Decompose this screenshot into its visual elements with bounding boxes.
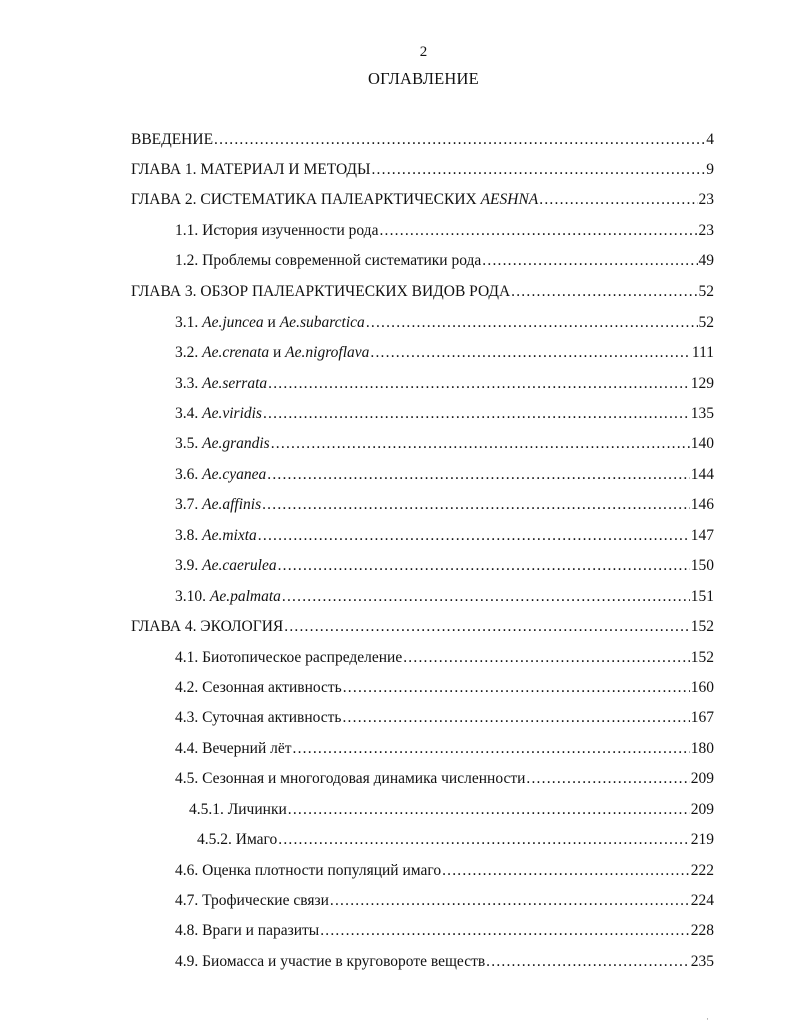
toc-entry-title xyxy=(131,190,538,210)
toc-entry-title xyxy=(175,313,365,333)
toc-entry-title-text: 3.4. xyxy=(175,405,203,422)
toc-entry-page: 111 xyxy=(691,344,714,361)
dot-leader xyxy=(271,434,690,454)
dot-leader xyxy=(278,556,690,576)
toc-entry-page: 49 xyxy=(698,252,714,269)
toc-entry-title-text: 3.9. xyxy=(175,557,203,574)
toc-entry-title-text: и xyxy=(263,314,280,331)
toc-entry-title-text: 4.5.1. Личинки xyxy=(189,801,287,818)
toc-entry-title xyxy=(175,708,341,728)
toc-entry-page: 144 xyxy=(690,466,714,483)
dot-leader xyxy=(278,830,690,850)
toc-entry-page: 4 xyxy=(706,131,714,148)
toc-entry-page: 235 xyxy=(690,953,714,970)
dot-leader xyxy=(258,526,690,546)
toc-entry-page: 140 xyxy=(690,435,714,452)
toc-title: ОГЛАВЛЕНИЕ xyxy=(368,69,479,88)
toc-entry xyxy=(175,887,714,911)
toc-entry-title-text: 4.1. Биотопическое распределение xyxy=(175,649,403,666)
toc-entry-title-italic: Ae.juncea xyxy=(202,314,264,331)
toc-entry xyxy=(175,735,714,759)
toc-entry-title-italic: Ae.viridis xyxy=(202,405,262,422)
toc-entry-title-text: 4.8. Враги и паразиты xyxy=(175,922,320,939)
toc-entry-title xyxy=(175,556,277,576)
toc-entry-title-text: ВВЕДЕНИЕ xyxy=(131,131,214,148)
toc-entry xyxy=(175,765,714,789)
toc-entry-title xyxy=(175,739,292,759)
toc-entry xyxy=(131,156,714,180)
toc-entry-title xyxy=(175,495,261,515)
toc-entry-title xyxy=(175,404,262,424)
toc-entry-page: 129 xyxy=(690,375,714,392)
dot-leader xyxy=(282,587,690,607)
dot-leader xyxy=(288,800,690,820)
toc-entry xyxy=(175,674,714,698)
dot-leader xyxy=(293,739,690,759)
toc-entry-page: 222 xyxy=(690,862,714,879)
toc-entry-title-text: 4.6. Оценка плотности популяций имаго xyxy=(175,862,442,879)
toc-entry xyxy=(175,704,714,728)
toc-entry-title-text: ГЛАВА 2. СИСТЕМАТИКА ПАЛЕАРКТИЧЕСКИХ xyxy=(131,191,481,208)
toc-entry-page: 180 xyxy=(690,740,714,757)
toc-entry-title xyxy=(131,282,510,302)
toc-entry-title-text: 4.9. Биомасса и участие в круговороте веществ xyxy=(175,953,486,970)
toc-entry-title-text: 1.2. Проблемы современной систематики рода xyxy=(175,252,482,269)
toc-entry-title-italic: Ae.affinis xyxy=(202,496,262,513)
toc-entry-page: 167 xyxy=(690,709,714,726)
toc-entry-title xyxy=(197,830,277,850)
dot-leader xyxy=(511,282,697,302)
toc-entry xyxy=(175,461,714,485)
toc-entry-title-italic: Ae.cyanea xyxy=(202,466,267,483)
toc-entry-title xyxy=(175,952,485,972)
toc-entry xyxy=(175,948,714,972)
toc-entry-title-italic: AESHNA xyxy=(480,191,539,208)
toc-entry xyxy=(175,309,714,333)
toc-entry-title xyxy=(175,434,270,454)
toc-entry-title-italic: Ae.mixta xyxy=(202,527,257,544)
toc-entry-page: 228 xyxy=(690,922,714,939)
toc-entry xyxy=(175,430,714,454)
toc-entry-title xyxy=(175,374,267,394)
toc-entry-title xyxy=(175,465,266,485)
toc-entry-title-text: 3.10. xyxy=(175,588,210,605)
dot-leader xyxy=(366,313,698,333)
toc-entry-title xyxy=(175,251,481,271)
dot-leader xyxy=(526,769,689,789)
dot-leader xyxy=(403,648,690,668)
toc-entry-title-italic: Ae.palmata xyxy=(209,588,281,605)
toc-entry-title xyxy=(175,648,402,668)
dot-leader xyxy=(342,708,689,728)
toc-entry-title-text: 3.7. xyxy=(175,496,203,513)
toc-entry-title-italic: Ae.nigroflava xyxy=(285,344,370,361)
toc-entry-title-text: 1.1. История изученности рода xyxy=(175,222,379,239)
toc-entry xyxy=(131,126,714,150)
toc-entry-page: 209 xyxy=(690,801,714,818)
toc-entry-title-text: 4.5.2. Имаго xyxy=(197,831,278,848)
toc-entry-title-text: 3.1. xyxy=(175,314,203,331)
toc-entry xyxy=(175,491,714,515)
toc-entry xyxy=(175,583,714,607)
dot-leader xyxy=(370,343,690,363)
toc-entry-page: 52 xyxy=(698,283,714,300)
toc-entry xyxy=(189,796,714,820)
toc-entry xyxy=(175,644,714,668)
toc-entry xyxy=(175,217,714,241)
toc-entry-page: 146 xyxy=(690,496,714,513)
toc-entry-title-text: 3.6. xyxy=(175,466,203,483)
toc-entry-page: 135 xyxy=(690,405,714,422)
toc-entry-title xyxy=(175,526,257,546)
toc-entry-title xyxy=(175,221,378,241)
dot-leader xyxy=(482,251,697,271)
toc-entry xyxy=(175,339,714,363)
toc-entry-page: 147 xyxy=(690,527,714,544)
toc-entry xyxy=(131,278,714,302)
toc-entry-title-text: 4.7. Трофические связи xyxy=(175,892,329,909)
dot-leader xyxy=(486,952,690,972)
toc-entry-title-text: 4.2. Сезонная активность xyxy=(175,679,342,696)
dot-leader xyxy=(214,130,705,150)
toc-entry xyxy=(175,917,714,941)
dot-leader xyxy=(343,678,690,698)
toc-entry xyxy=(175,522,714,546)
toc-entry-title xyxy=(175,861,441,881)
toc-entry-page: 209 xyxy=(690,770,714,787)
toc-entry-title xyxy=(131,130,213,150)
dot-leader xyxy=(284,617,690,637)
toc-entry-title-italic: Ae.crenata xyxy=(202,344,270,361)
toc-entry-title xyxy=(175,587,281,607)
page-number: 2 xyxy=(419,44,428,60)
dot-leader xyxy=(442,861,690,881)
toc-entry-title-text: 3.2. xyxy=(175,344,203,361)
toc-entry-title-italic: Ae.subarctica xyxy=(279,314,365,331)
toc-entry xyxy=(175,857,714,881)
toc-entry-title xyxy=(175,769,525,789)
toc-entry xyxy=(175,370,714,394)
scan-mark: · xyxy=(706,1014,709,1024)
toc-entry xyxy=(131,186,714,210)
toc-entry-page: 224 xyxy=(690,892,714,909)
dot-leader xyxy=(262,495,690,515)
toc-entry xyxy=(197,826,714,850)
toc-entry-title xyxy=(175,343,369,363)
toc-entry-title xyxy=(175,678,342,698)
toc-entry xyxy=(131,613,714,637)
toc-entry xyxy=(175,552,714,576)
toc-entry-title-text: ГЛАВА 1. МАТЕРИАЛ И МЕТОДЫ xyxy=(131,161,371,178)
toc-entry-page: 23 xyxy=(698,191,714,208)
toc-entry-title-text: 3.5. xyxy=(175,435,203,452)
toc-entry-title xyxy=(175,921,319,941)
toc-entry-page: 160 xyxy=(690,679,714,696)
toc-entry-page: 52 xyxy=(698,314,714,331)
toc-entry-page: 23 xyxy=(698,222,714,239)
toc-entry-title-text: 4.4. Вечерний лёт xyxy=(175,740,292,757)
dot-leader xyxy=(371,160,705,180)
dot-leader xyxy=(267,465,690,485)
toc-entry-title-text: 3.3. xyxy=(175,375,203,392)
dot-leader xyxy=(263,404,690,424)
dot-leader xyxy=(320,921,690,941)
toc-entry-title-italic: Ae.caerulea xyxy=(202,557,277,574)
toc-entry-title xyxy=(175,891,329,911)
toc-entry-page: 9 xyxy=(706,161,714,178)
toc-entry-title xyxy=(131,160,370,180)
toc-entry-title-text: ГЛАВА 3. ОБЗОР ПАЛЕАРКТИЧЕСКИХ ВИДОВ РОДА xyxy=(131,283,511,300)
toc-entry-title-text: ГЛАВА 4. ЭКОЛОГИЯ xyxy=(131,618,284,635)
toc-entry-page: 152 xyxy=(690,618,714,635)
toc-entry-page: 150 xyxy=(690,557,714,574)
toc-entry-title xyxy=(131,617,283,637)
toc-entry-page: 151 xyxy=(690,588,714,605)
toc-entry-page: 152 xyxy=(690,649,714,666)
toc-entry-title-italic: Ae.serrata xyxy=(202,375,268,392)
toc-entry-title-text: 4.3. Суточная активность xyxy=(175,709,342,726)
dot-leader xyxy=(330,891,690,911)
dot-leader xyxy=(379,221,697,241)
dot-leader xyxy=(539,190,697,210)
toc-entry-page: 219 xyxy=(690,831,714,848)
toc-entry xyxy=(175,400,714,424)
dot-leader xyxy=(268,374,690,394)
toc-entry-title-italic: Ae.grandis xyxy=(202,435,270,452)
toc-entry-title-text: 4.5. Сезонная и многогодовая динамика численности xyxy=(175,770,526,787)
toc-entry-title xyxy=(189,800,287,820)
toc-entry-title-text: 3.8. xyxy=(175,527,203,544)
toc-entry-title-text: и xyxy=(269,344,286,361)
toc-entry xyxy=(175,247,714,271)
